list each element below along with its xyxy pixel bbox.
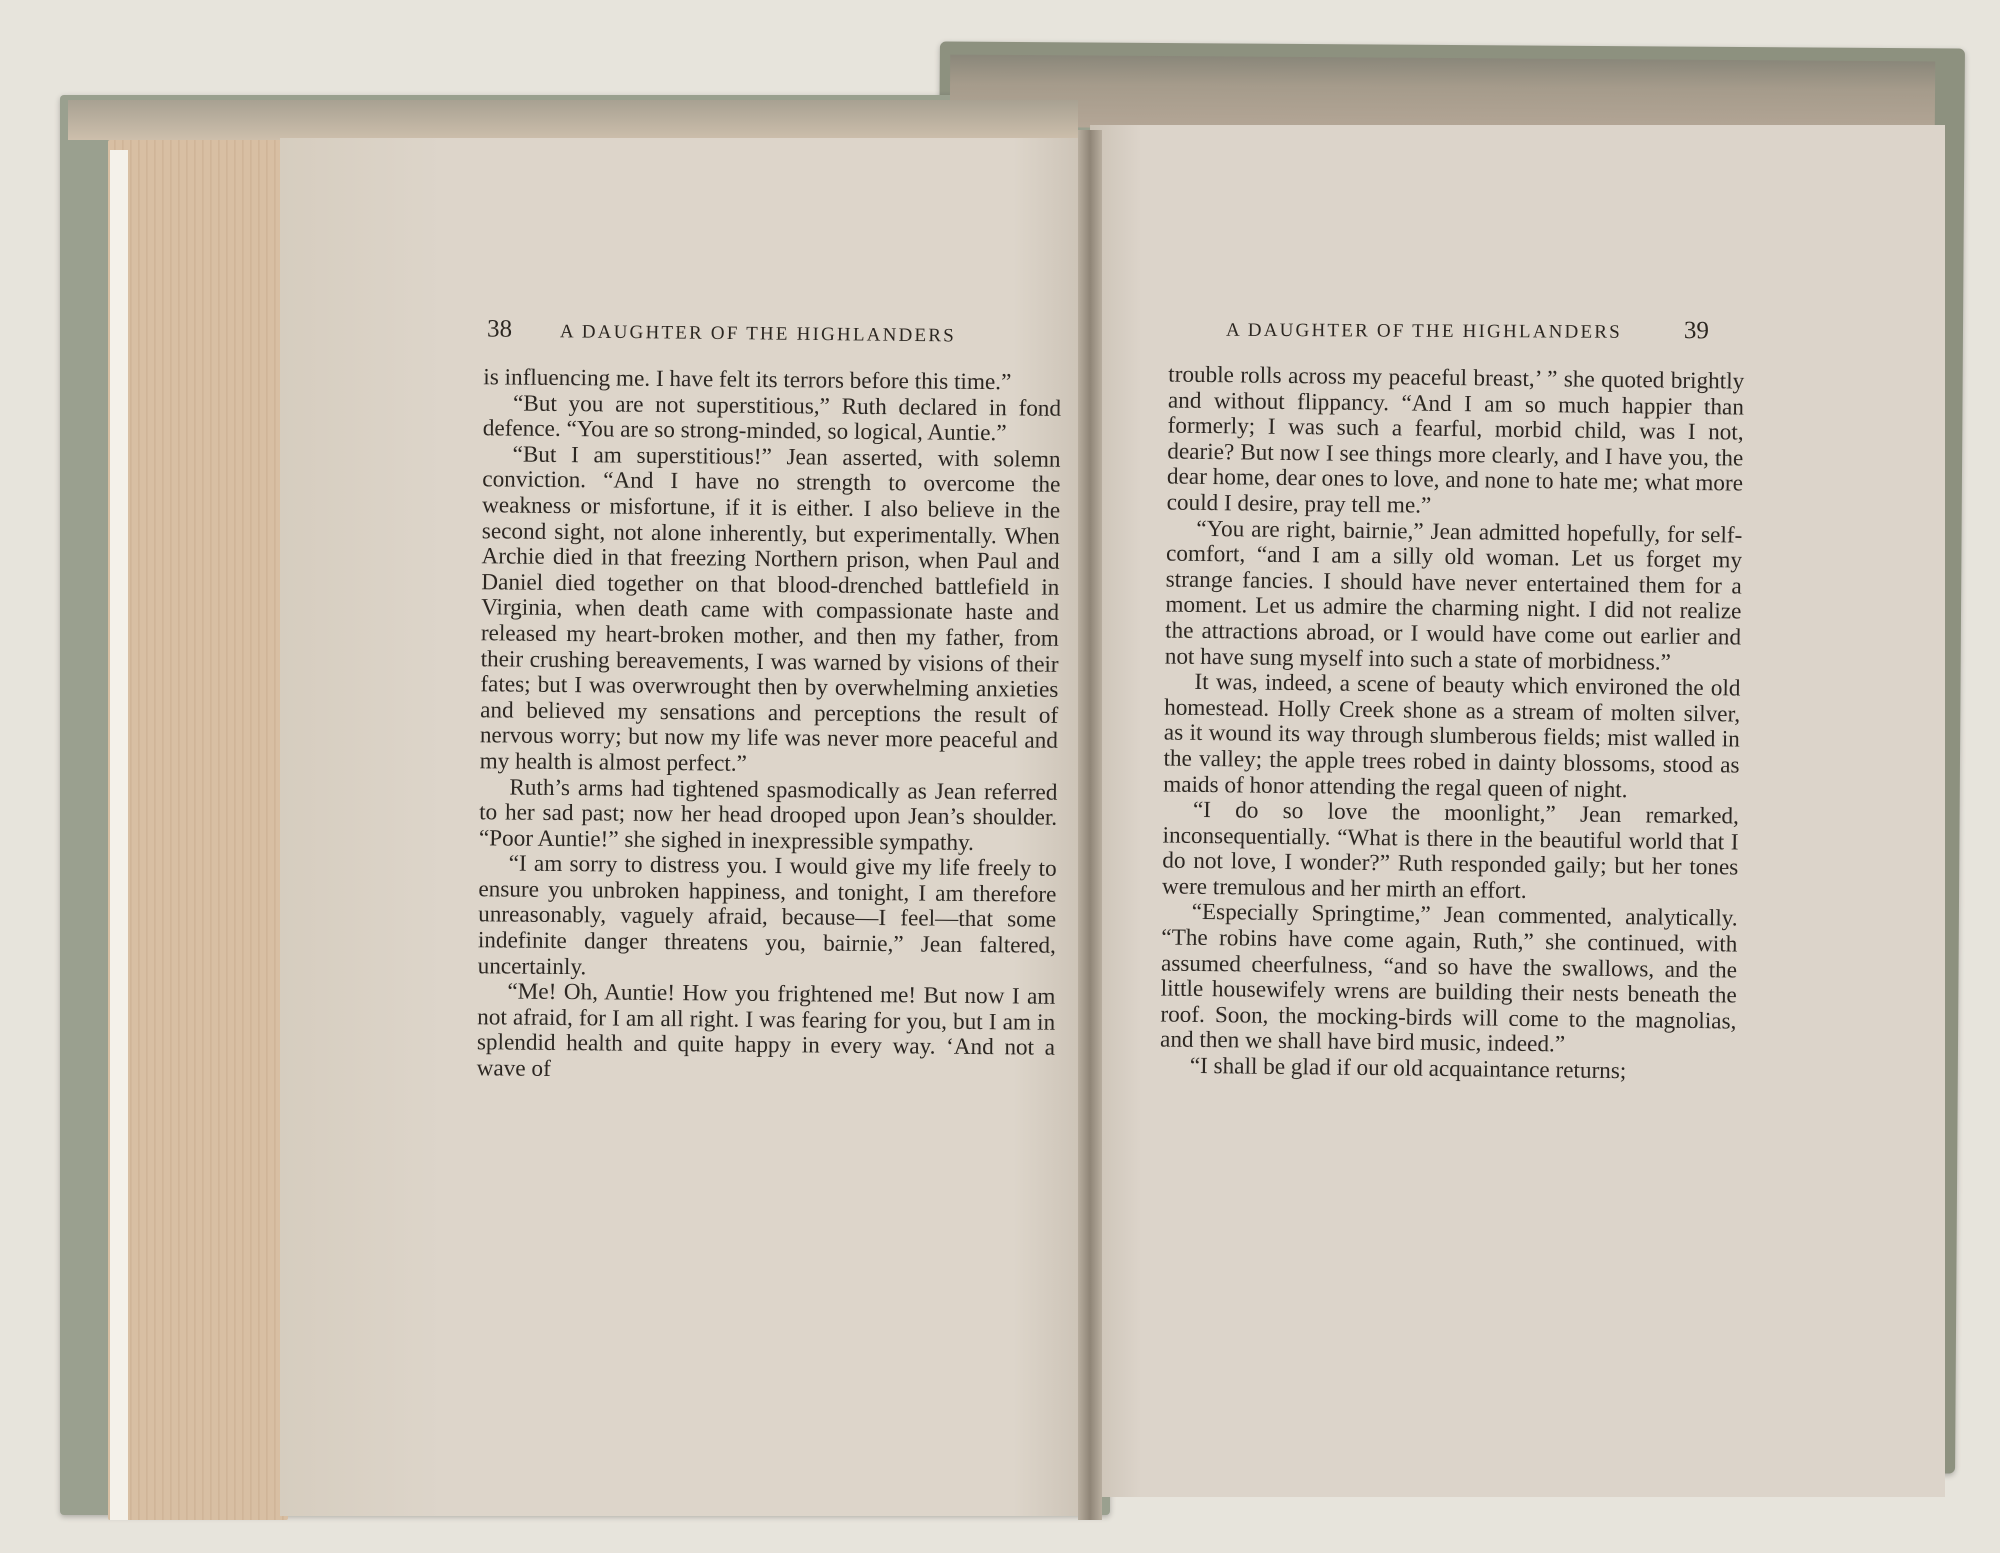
- left-page-number: 38: [486, 315, 513, 343]
- left-running-head: [487, 316, 956, 349]
- paragraph: It was, indeed, a scene of beauty which environed the old homestead. Holly Creek shone as a stream of molten silver, as it wound its way through slumberous fields; mist walled in the valley; the apple trees robed in dainty blossoms, stood as maids of honor attending the regal queen of night.: [1163, 668, 1741, 803]
- paragraph: is influencing me. I have felt its terrors before this time.”: [483, 364, 1012, 396]
- left-page-text: [477, 365, 1062, 1087]
- paragraph: “Me! Oh, Auntie! How you frightened me! But now I am not afraid, for I am all right. I was fearing for you, but I am in splendid health and quite happy in every way. ‘And not a wave of: [476, 978, 1056, 1082]
- page-block-top-left: [68, 100, 1078, 140]
- page-edges: [108, 140, 288, 1520]
- paragraph: trouble rolls across my peaceful breast,’ ” she quoted brightly and without flippancy. “And I am so much happier than formerly; I was such a fearful, morbid child, was I not, dearie? But now I see things more clearly, and I have you, the dear home, dear ones to love, and none to hate me; what more could I desire, pray tell me.”: [1166, 361, 1745, 519]
- paragraph: “But I am superstitious!” Jean asserted, with solemn conviction. “And I have no strength to overcome the weakness or misfortune, if it is either. I also believe in the second sight, not alone inherently, but experimentally. When Archie died in that freezing Northern prison, when Paul and Daniel died together on that blood-drenched battlefield in Virginia, when death came with compassionate haste and released my heart-broken mother, and then my father, from their crushing bereavements, I was warned by visions of their fates; but I was overwrought then by overwhelming anxieties and believed my sensations and perceptions the result of nervous worry; but now my life was never more peaceful and my health is almost perfect.”: [479, 441, 1061, 777]
- page-block-top-right: [950, 55, 1935, 134]
- paragraph: “I am sorry to distress you. I would give my life freely to ensure you unbroken happiness, and tonight, I am therefore unreasonably, vaguely afraid, because—I feel—that some indefinite danger threatens you, bairnie,” Jean faltered, uncertainly.: [477, 850, 1057, 980]
- paragraph: “I do so love the moonlight,” Jean remarked, inconsequentially. “What is there in the beautiful world that I do not love, I wonder?” Ruth responded gaily; but her tones were tremulous and her mirth an effort.: [1161, 796, 1740, 904]
- paragraph: “I shall be glad if our old acquaintance returns;: [1189, 1052, 1627, 1085]
- paragraph: “Especially Springtime,” Jean commented, analytically. “The robins have come again, Ruth,” she continued, with assumed cheerfulness, “and so have the swallows, and the little housewifely wrens are building their nests beneath the roof. Soon, the mocking-birds will come to the magnolias, and then we shall have bird music, indeed.”: [1159, 899, 1738, 1058]
- right-running-head: [1226, 315, 1709, 346]
- paragraph: Ruth’s arms had tightened spasmodically as Jean referred to her sad past; now her head drooped upon Jean’s shoulder. “Poor Auntie!” she sighed in inexpressible sympathy.: [478, 774, 1058, 856]
- right-running-title: A DAUGHTER OF THE HIGHLANDERS: [1225, 319, 1622, 343]
- endpaper-edge: [110, 150, 128, 1520]
- book-gutter: [1078, 130, 1102, 1520]
- right-page-number: 39: [1683, 317, 1710, 345]
- left-running-title: A DAUGHTER OF THE HIGHLANDERS: [559, 321, 957, 347]
- paragraph: “But you are not superstitious,” Ruth declared in fond defence. “You are so strong-minded, so logical, Auntie.”: [482, 390, 1062, 447]
- right-page-text: [1160, 363, 1745, 1087]
- paragraph: “You are right, bairnie,” Jean admitted hopefully, for self-comfort, “and I am a silly old woman. Let us forget my strange fancies. I should have never entertained them for a moment. Let us admire the charming night. I did not realize the attractions abroad, or I would have come out earlier and not have sung myself into such a state of morbidness.”: [1164, 515, 1743, 676]
